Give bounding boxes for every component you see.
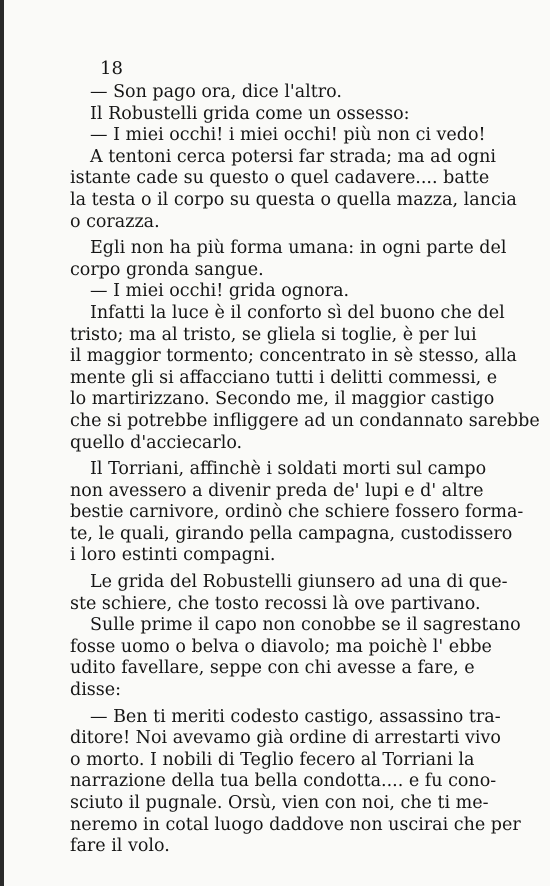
text-line: udito favellare, seppe con chi avesse a fare, e [70, 658, 475, 679]
text-line: o morto. I nobili di Teglio fecero al Torriani la [70, 749, 475, 770]
text-line: la testa o il corpo su questa o quella mazza, lancia [70, 189, 517, 210]
text-line: Sulle prime il capo non conobbe se il sagrestano [90, 615, 521, 636]
scan-edge [0, 0, 4, 886]
text-line: tristo; ma al tristo, se gliela si toglie, è per lui [70, 324, 477, 345]
text-line: fare il volo. [70, 836, 170, 857]
text-line: Egli non ha più forma umana: in ogni parte del [90, 238, 507, 259]
text-line: Le grida del Robustelli giunsero ad una di que- [90, 572, 508, 593]
text-line: — I miei occhi! i miei occhi! più non ci vedo! [90, 125, 486, 146]
text-line: quello d'acciecarlo. [70, 432, 243, 453]
text-line: A tentoni cerca potersi far strada; ma ad ogni [90, 146, 496, 167]
page-text-block [70, 58, 540, 858]
text-line: — Son pago ora, dice l'altro. [90, 82, 342, 102]
text-line: lo martirizzano. Secondo me, il maggior castigo [70, 389, 495, 410]
text-line: Infatti la luce è il conforto sì del buono che del [90, 302, 505, 323]
text-line: narrazione della tua bella condotta.... e fu cono- [70, 771, 497, 792]
text-line: che si potrebbe infliggere ad un condannato sarebbe [70, 410, 540, 431]
text-line: bestie carnivore, ordinò che schiere fossero forma- [70, 502, 524, 523]
text-line: te, le quali, girando pella campagna, custodissero [70, 523, 513, 544]
text-line: disse: [70, 680, 122, 701]
text-line: istante cade su questo o quel cadavere.... batte [70, 168, 490, 189]
text-line: Il Robustelli grida come un ossesso: [90, 103, 410, 124]
text-line: — Ben ti meriti codesto castigo, assassino tra- [90, 706, 501, 727]
text-line: non avessero a divenir preda de' lupi e d' altre [70, 480, 484, 501]
page-number: 18 [100, 58, 123, 79]
text-line: fosse uomo o belva o diavolo; ma poichè l' ebbe [70, 636, 492, 657]
text-line: il maggior tormento; concentrato in sè stesso, alla [70, 346, 517, 367]
text-line: o corazza. [70, 211, 160, 232]
text-lines [70, 82, 540, 858]
text-line: Il Torriani, affinchè i soldati morti sul campo [90, 459, 487, 480]
text-line: ste schiere, che tosto recossi là ove partivano. [70, 593, 481, 614]
text-line: — I miei occhi! grida ognora. [90, 281, 350, 302]
text-line: sciuto il pugnale. Orsù, vien con noi, che ti me- [70, 793, 489, 813]
text-line: neremo in cotal luogo daddove non uscirai che per [70, 814, 521, 835]
text-line: corpo gronda sangue. [70, 259, 264, 280]
text-line: i loro estinti compagni. [70, 545, 276, 566]
text-line: mente gli si affacciano tutti i delitti commessi, e [70, 367, 498, 388]
text-line: ditore! Noi avevamo già ordine di arrestarti vivo [70, 728, 501, 749]
